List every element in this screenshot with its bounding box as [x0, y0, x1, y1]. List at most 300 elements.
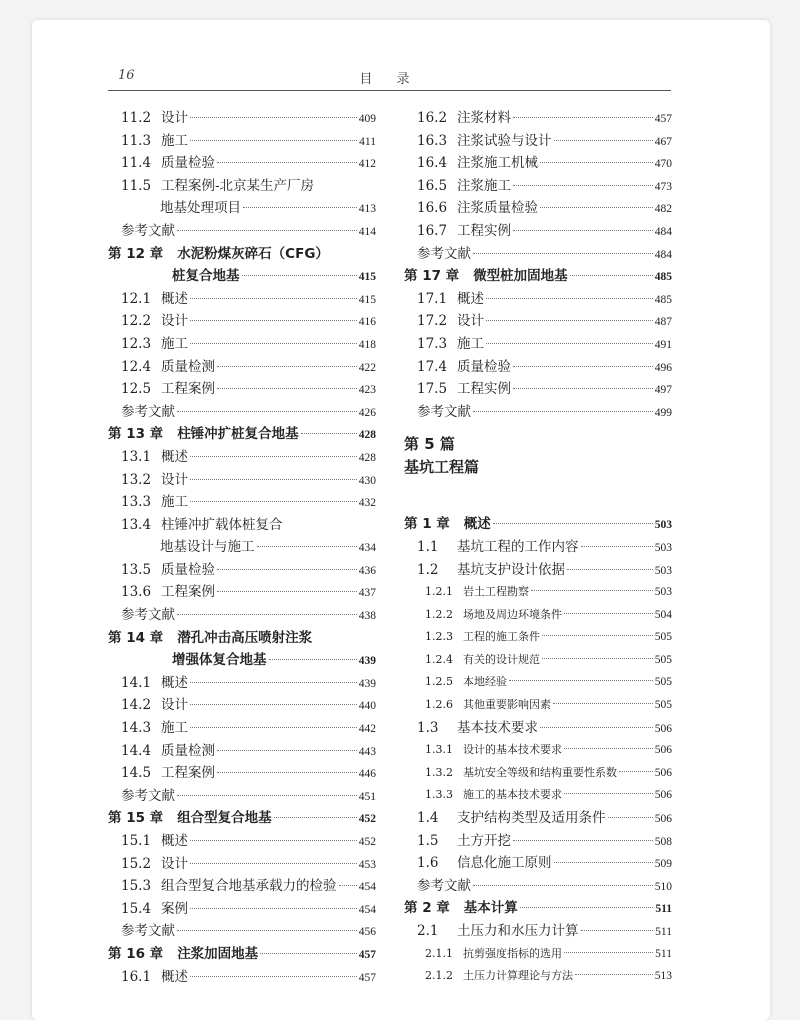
toc-entry [108, 536, 376, 559]
entry-page: 412 [358, 158, 376, 171]
entry-page: 511 [655, 903, 672, 916]
entry-title: 基坑安全等级和结构重要性系数 [463, 765, 617, 779]
entry-page: 487 [654, 316, 672, 329]
toc-entry [404, 626, 672, 649]
dot-leader [473, 253, 653, 254]
entry-number: 1.1 [417, 538, 439, 555]
entry-number: 13.2 [121, 471, 152, 488]
entry-title: 设计的基本技术要求 [463, 743, 562, 757]
dot-leader [177, 411, 357, 412]
entry-title: 质量检测 [161, 358, 215, 375]
entry-title: 施工 [161, 494, 188, 511]
entry-title: 质量检验 [161, 155, 215, 172]
entry-page: 454 [358, 881, 376, 894]
dot-leader [190, 117, 357, 118]
entry-number: 第 12 章 [108, 245, 164, 262]
entry-number: 13.6 [121, 584, 152, 601]
entry-number: 14.4 [121, 742, 152, 759]
entry-title: 施工 [457, 335, 484, 352]
toc-entry [108, 672, 376, 695]
entry-page: 426 [358, 406, 376, 419]
entry-page: 499 [654, 406, 672, 419]
dot-leader [473, 885, 653, 886]
dot-leader [190, 908, 357, 909]
entry-title: 注浆施工 [457, 177, 511, 194]
entry-page: 409 [358, 113, 376, 125]
entry-number: 14.2 [121, 697, 152, 714]
dot-leader [190, 298, 357, 299]
entry-title: 组合型复合地基 [177, 810, 272, 827]
entry-number: 第 13 章 [108, 426, 164, 443]
entry-page: 505 [654, 676, 672, 689]
entry-page: 506 [654, 744, 672, 757]
toc-entry [404, 694, 672, 717]
toc-entry [108, 717, 376, 740]
toc-entry [404, 107, 672, 130]
entry-number: 17.5 [417, 381, 448, 398]
entry-number: 第 15 章 [108, 810, 164, 827]
entry-title: 案例 [161, 900, 188, 917]
entry-page: 432 [358, 497, 376, 510]
entry-title: 参考文献 [121, 607, 175, 624]
dot-leader [513, 840, 653, 841]
toc-entry [404, 762, 672, 785]
entry-page: 452 [358, 836, 376, 848]
dot-leader [570, 275, 653, 276]
toc-entry [404, 920, 672, 943]
entry-title: 工程实例 [457, 381, 511, 398]
entry-page: 467 [654, 135, 672, 148]
entry-page: 513 [654, 970, 672, 983]
part-title: 基坑工程篇 [404, 458, 480, 477]
entry-page: 505 [654, 699, 672, 712]
entry-title: 注浆加固地基 [177, 945, 259, 962]
entry-number: 12.3 [121, 335, 152, 352]
dot-leader [190, 501, 357, 502]
entry-number: 14.5 [121, 765, 152, 782]
dot-leader [564, 748, 653, 749]
entry-title: 工程案例 [161, 584, 215, 601]
toc-entry [404, 243, 672, 266]
entry-title: 设计 [161, 313, 188, 330]
toc-entry [404, 875, 672, 898]
entry-number: 1.5 [417, 832, 439, 849]
toc-entry [108, 604, 376, 627]
entry-page: 508 [654, 835, 672, 848]
dot-leader [493, 523, 653, 524]
dot-leader [540, 207, 653, 208]
dot-leader [513, 117, 653, 118]
toc-entry [404, 152, 672, 175]
entry-number: 13.3 [121, 494, 152, 511]
entry-page: 505 [654, 631, 672, 644]
entry-page: 430 [358, 474, 376, 487]
dot-leader [513, 185, 653, 186]
entry-title: 土方开挖 [457, 832, 511, 849]
entry-title: 基坑工程的工作内容 [457, 538, 579, 555]
dot-leader [540, 162, 653, 163]
toc-entry [404, 581, 672, 604]
entry-number: 15.2 [121, 855, 152, 872]
entry-page: 503 [654, 564, 672, 577]
dot-leader [190, 727, 357, 728]
entry-title: 质量检验 [457, 358, 511, 375]
toc-entry [108, 107, 376, 130]
dot-leader [217, 162, 357, 163]
entry-page: 491 [654, 338, 672, 351]
entry-page: 503 [654, 586, 672, 599]
dot-leader [554, 862, 653, 863]
entry-number: 16.4 [417, 155, 448, 172]
toc-entry [404, 604, 672, 627]
entry-title: 参考文献 [121, 222, 175, 239]
entry-title: 场地及周边环境条件 [463, 607, 562, 621]
entry-page: 415 [358, 293, 376, 306]
entry-number: 11.4 [121, 155, 152, 172]
entry-page: 506 [654, 722, 672, 735]
toc-entry [108, 966, 376, 989]
entry-title: 施工 [161, 720, 188, 737]
toc-entry [108, 243, 376, 266]
entry-number: 1.2.6 [425, 698, 453, 712]
entry-number: 11.3 [121, 132, 152, 149]
toc-entry [404, 784, 672, 807]
entry-title: 注浆试验与设计 [457, 132, 552, 149]
entry-page: 482 [654, 203, 672, 216]
entry-page: 457 [654, 113, 672, 125]
dot-leader [217, 366, 357, 367]
toc-entry [404, 965, 672, 988]
entry-title: 水泥粉煤灰碎石（CFG） [177, 245, 329, 262]
dot-leader [217, 591, 357, 592]
dot-leader [486, 343, 653, 344]
toc-entry [108, 423, 376, 446]
entry-page: 473 [654, 180, 672, 193]
toc-entry [404, 807, 672, 830]
entry-title: 质量检验 [161, 561, 215, 578]
entry-number: 1.2 [417, 561, 439, 578]
toc-entry [108, 898, 376, 921]
entry-page: 434 [358, 542, 376, 555]
entry-number: 12.2 [121, 313, 152, 330]
entry-page: 438 [358, 610, 376, 623]
dot-leader [531, 590, 653, 591]
toc-entry [404, 401, 672, 424]
entry-title: 施工 [161, 335, 188, 352]
entry-number: 第 1 章 [404, 516, 450, 533]
entry-number: 17.2 [417, 313, 448, 330]
dot-leader [564, 613, 653, 614]
dot-leader [581, 930, 654, 931]
entry-title: 基本技术要求 [457, 719, 538, 736]
dot-leader [339, 885, 357, 886]
dot-leader [520, 907, 654, 908]
toc-entry [404, 536, 672, 559]
entry-page: 506 [654, 766, 672, 779]
dot-leader [177, 614, 357, 615]
toc-entry [108, 807, 376, 830]
entry-page: 506 [654, 813, 672, 826]
toc-entry [108, 152, 376, 175]
entry-page: 470 [654, 158, 672, 171]
entry-page: 437 [358, 587, 376, 600]
dot-leader [190, 840, 357, 841]
entry-title: 参考文献 [121, 403, 175, 420]
dot-leader [513, 230, 653, 231]
toc-entry [108, 649, 376, 672]
entry-title: 概述 [161, 968, 188, 985]
entry-page: 443 [358, 745, 376, 758]
entry-title: 概述 [161, 290, 188, 307]
entry-title: 概述 [457, 290, 484, 307]
entry-number: 1.3.1 [425, 743, 453, 757]
entry-title: 其他重要影响因素 [463, 698, 551, 712]
toc-entry [404, 265, 672, 288]
entry-number: 第 17 章 [404, 268, 460, 285]
entry-page: 503 [654, 541, 672, 554]
entry-number: 1.3 [417, 719, 439, 736]
entry-number: 16.1 [121, 968, 152, 985]
entry-number: 14.1 [121, 674, 152, 691]
toc-entry [108, 446, 376, 469]
entry-title: 参考文献 [417, 403, 471, 420]
entry-title: 概述 [463, 516, 491, 533]
dot-leader [190, 343, 357, 344]
entry-number: 13.1 [121, 448, 152, 465]
entry-title: 设计 [161, 110, 188, 126]
toc-entry [108, 943, 376, 966]
entry-number: 12.4 [121, 358, 152, 375]
entry-title: 组合型复合地基承载力的检验 [161, 878, 337, 895]
entry-page: 456 [358, 926, 376, 939]
dot-leader [274, 817, 357, 818]
entry-title: 支护结构类型及适用条件 [457, 810, 606, 827]
toc-entry [108, 740, 376, 763]
entry-title: 质量检测 [161, 742, 215, 759]
entry-title: 信息化施工原则 [457, 855, 552, 872]
entry-number: 12.1 [121, 290, 152, 307]
entry-page: 452 [358, 813, 376, 826]
toc-entry [108, 785, 376, 808]
entry-number: 1.3.3 [425, 788, 453, 802]
entry-number: 13.4 [121, 516, 152, 533]
entry-title: 工程案例 [161, 765, 215, 782]
toc-entry [404, 852, 672, 875]
entry-page: 485 [654, 293, 672, 306]
toc-entry [404, 356, 672, 379]
dot-leader [217, 750, 357, 751]
entry-title: 有关的设计规范 [463, 652, 540, 666]
entry-page: 506 [654, 789, 672, 802]
entry-page: 418 [358, 338, 376, 351]
entry-title: 基本计算 [463, 900, 518, 917]
entry-page: 484 [654, 248, 672, 261]
entry-title: 设计 [161, 697, 188, 714]
entry-page: 415 [358, 271, 376, 284]
dot-leader [257, 546, 357, 547]
entry-title: 地基处理项目 [160, 200, 241, 217]
entry-title: 工程实例 [457, 222, 511, 239]
header-page-number: 16 [118, 68, 135, 83]
dot-leader [217, 772, 357, 773]
toc-entry [108, 220, 376, 243]
entry-number: 1.2.2 [425, 607, 453, 621]
toc-entry [404, 559, 672, 582]
entry-title: 潜孔冲击高压喷射注浆 [177, 629, 313, 646]
dot-leader [486, 320, 653, 321]
toc-entry [108, 130, 376, 153]
entry-title: 参考文献 [121, 787, 175, 804]
toc-entry [108, 265, 376, 288]
entry-title: 注浆质量检验 [457, 200, 538, 217]
entry-title: 增强体复合地基 [172, 652, 267, 669]
dot-leader [217, 388, 357, 389]
entry-title: 设计 [457, 313, 484, 330]
toc-entry [404, 897, 672, 920]
part-number: 第 5 篇 [404, 435, 455, 454]
dot-leader [553, 703, 653, 704]
dot-leader [486, 298, 653, 299]
entry-number: 17.4 [417, 358, 448, 375]
entry-page: 416 [358, 316, 376, 329]
toc-entry [108, 197, 376, 220]
toc-entry [108, 875, 376, 898]
entry-page: 496 [654, 361, 672, 374]
entry-title: 地基设计与施工 [160, 539, 255, 556]
entry-title: 本地经验 [463, 675, 507, 689]
entry-page: 451 [358, 790, 376, 803]
entry-number: 1.3.2 [425, 765, 453, 779]
entry-title: 工程案例 [161, 381, 215, 398]
entry-title: 微型桩加固地基 [473, 268, 568, 285]
dot-leader [242, 275, 357, 276]
toc-entry [108, 491, 376, 514]
entry-page: 423 [358, 384, 376, 397]
entry-title: 概述 [161, 448, 188, 465]
toc-entry [108, 694, 376, 717]
entry-title: 参考文献 [417, 245, 471, 262]
entry-page: 484 [654, 225, 672, 238]
dot-leader [564, 952, 653, 953]
toc-entry [404, 830, 672, 853]
entry-page: 510 [654, 880, 672, 893]
toc-entry [108, 581, 376, 604]
entry-title: 桩复合地基 [172, 268, 240, 285]
dot-leader [542, 658, 653, 659]
entry-page: 414 [358, 225, 376, 238]
toc-entry [404, 310, 672, 333]
entry-title: 参考文献 [121, 923, 175, 940]
entry-page: 442 [358, 723, 376, 736]
entry-title: 施工 [161, 132, 188, 149]
entry-title: 参考文献 [417, 877, 471, 894]
entry-number: 第 2 章 [404, 900, 450, 917]
toc-entry [404, 649, 672, 672]
toc-entry [108, 401, 376, 424]
dot-leader [619, 771, 653, 772]
entry-number: 1.2.5 [425, 675, 453, 689]
entry-page: 511 [655, 947, 672, 960]
dot-leader [260, 953, 357, 954]
entry-number: 16.2 [417, 110, 448, 126]
dot-leader [513, 388, 653, 389]
entry-page: 440 [358, 700, 376, 713]
entry-page: 428 [358, 451, 376, 464]
dot-leader [190, 140, 357, 141]
toc-entry [108, 288, 376, 311]
entry-title: 概述 [161, 833, 188, 849]
dot-leader [177, 795, 357, 796]
entry-title: 注浆施工机械 [457, 155, 538, 172]
entry-number: 11.2 [121, 110, 152, 126]
entry-number: 1.2.3 [425, 630, 453, 644]
dot-leader [190, 682, 357, 683]
toc-entry [108, 762, 376, 785]
entry-number: 第 14 章 [108, 629, 164, 646]
dot-leader [177, 930, 357, 931]
dot-leader [608, 817, 653, 818]
dot-leader [540, 727, 653, 728]
toc-entry [404, 220, 672, 243]
dot-leader [301, 433, 357, 434]
dot-leader [542, 635, 653, 636]
entry-page: 453 [358, 858, 376, 871]
entry-page: 485 [654, 271, 672, 284]
entry-title: 岩土工程勘察 [463, 585, 529, 599]
page-header [108, 68, 671, 91]
dot-leader [269, 659, 357, 660]
entry-number: 15.1 [121, 833, 152, 849]
dot-leader [190, 976, 357, 977]
entry-number: 1.2.4 [425, 652, 453, 666]
dot-leader [177, 230, 357, 231]
toc-entry [108, 378, 376, 401]
entry-title: 土压力和水压力计算 [457, 923, 579, 939]
dot-leader [554, 140, 653, 141]
entry-page: 413 [358, 203, 376, 216]
toc-entry [108, 853, 376, 876]
entry-number: 16.7 [417, 222, 448, 239]
entry-number: 15.3 [121, 878, 152, 895]
part-heading [404, 423, 672, 513]
entry-title: 抗剪强度指标的选用 [463, 946, 562, 960]
entry-title: 注浆材料 [457, 110, 511, 126]
entry-page: 457 [358, 971, 376, 984]
entry-page: 505 [654, 653, 672, 666]
entry-page: 497 [654, 384, 672, 397]
dot-leader [217, 569, 357, 570]
entry-title: 设计 [161, 855, 188, 872]
dot-leader [567, 569, 653, 570]
entry-page: 511 [655, 926, 672, 938]
dot-leader [190, 479, 357, 480]
toc-entry [404, 333, 672, 356]
entry-number: 2.1.2 [425, 969, 453, 983]
dot-leader [243, 207, 357, 208]
toc-entry [404, 197, 672, 220]
dot-leader [575, 974, 653, 975]
entry-title: 柱锤冲扩桩复合地基 [177, 426, 299, 443]
dot-leader [513, 366, 653, 367]
toc-entry [108, 333, 376, 356]
entry-number: 1.2.1 [425, 585, 453, 599]
toc-entry [108, 356, 376, 379]
header-title: 目 录 [359, 72, 420, 87]
dot-leader [190, 456, 357, 457]
dot-leader [473, 411, 653, 412]
entry-number: 1.4 [417, 810, 439, 827]
toc-entry [404, 288, 672, 311]
